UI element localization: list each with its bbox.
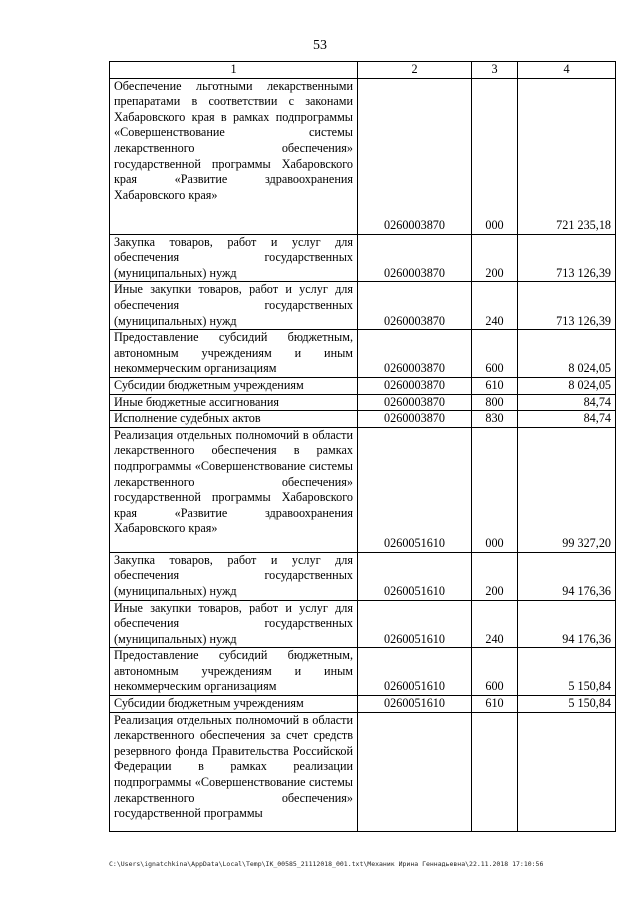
row-kind: 600 (472, 648, 518, 696)
row-sum: 5 150,84 (518, 696, 616, 713)
row-kind: 610 (472, 696, 518, 713)
table-row (110, 552, 616, 600)
table-row (110, 78, 616, 234)
row-name: Реализация отдельных полномочий в области лекарственного обеспечения за счет средств резервного фонда Правительства Российской Федерации в рамках реализации подпрограммы «Совершенствование системы лекарственного обеспечения» государственной программы (110, 712, 358, 831)
table-row (110, 377, 616, 394)
table-row (110, 600, 616, 648)
row-code: 0260051610 (358, 648, 472, 696)
row-code: 0260003870 (358, 234, 472, 282)
row-name: Реализация отдельных полномочий в области лекарственного обеспечения в рамках подпрограммы «Совершенствование системы лекарственного обеспечения» государственной программы Хабаровского края «Развитие здравоохранения Хабаровского края» (110, 427, 358, 552)
row-sum: 84,74 (518, 411, 616, 428)
row-code: 0260003870 (358, 394, 472, 411)
table-row (110, 427, 616, 552)
row-code: 0260051610 (358, 552, 472, 600)
table-row (110, 394, 616, 411)
row-name: Обеспечение льготными лекарственными препаратами в соответствии с законами Хабаровского края в рамках подпрограммы «Совершенствование системы лекарственного обеспечения» государственной программы Хабаровского края «Развитие здравоохранения Хабаровского края» (110, 78, 358, 234)
row-code: 0260003870 (358, 411, 472, 428)
row-kind: 000 (472, 78, 518, 234)
row-name: Исполнение судебных актов (110, 411, 358, 428)
row-code: 0260003870 (358, 282, 472, 330)
table-row (110, 712, 616, 831)
table-row (110, 648, 616, 696)
row-sum: 8 024,05 (518, 330, 616, 378)
table-row (110, 411, 616, 428)
header-col-1: 1 (110, 62, 358, 79)
row-code: 0260003870 (358, 78, 472, 234)
row-kind: 200 (472, 234, 518, 282)
table-row (110, 282, 616, 330)
row-kind: 600 (472, 330, 518, 378)
row-code: 0260051610 (358, 600, 472, 648)
header-col-3: 3 (472, 62, 518, 79)
row-sum: 94 176,36 (518, 600, 616, 648)
header-col-2: 2 (358, 62, 472, 79)
row-sum: 94 176,36 (518, 552, 616, 600)
row-code: 0260003870 (358, 377, 472, 394)
table-row (110, 696, 616, 713)
row-name: Иные бюджетные ассигнования (110, 394, 358, 411)
header-col-4: 4 (518, 62, 616, 79)
row-name: Предоставление субсидий бюджетным, автономным учреждениям и иным некоммерческим организациям (110, 330, 358, 378)
row-name: Иные закупки товаров, работ и услуг для обеспечения государственных (муниципальных) нужд (110, 282, 358, 330)
row-name: Субсидии бюджетным учреждениям (110, 696, 358, 713)
row-kind: 000 (472, 427, 518, 552)
row-code: 0260003870 (358, 330, 472, 378)
row-sum: 721 235,18 (518, 78, 616, 234)
row-code: 0260051610 (358, 427, 472, 552)
row-sum: 99 327,20 (518, 427, 616, 552)
row-name: Иные закупки товаров, работ и услуг для обеспечения государственных (муниципальных) нужд (110, 600, 358, 648)
row-name: Субсидии бюджетным учреждениям (110, 377, 358, 394)
row-kind: 800 (472, 394, 518, 411)
row-code: 0260051610 (358, 696, 472, 713)
row-kind: 200 (472, 552, 518, 600)
budget-table (109, 61, 616, 832)
table-row (110, 234, 616, 282)
row-kind: 830 (472, 411, 518, 428)
row-sum: 713 126,39 (518, 282, 616, 330)
page-number: 53 (313, 38, 327, 53)
table-row (110, 330, 616, 378)
row-sum (518, 712, 616, 831)
table-header-row (110, 62, 616, 79)
row-kind: 240 (472, 600, 518, 648)
row-name: Закупка товаров, работ и услуг для обеспечения государственных (муниципальных) нужд (110, 552, 358, 600)
footer-file-path: C:\Users\ignatchkina\AppData\Local\Temp\IK_00585_21112018_001.txt\Механик Ирина Геннадьевна\22.11.2018 17:10:56 (109, 860, 544, 868)
row-sum: 713 126,39 (518, 234, 616, 282)
row-kind: 240 (472, 282, 518, 330)
row-kind (472, 712, 518, 831)
row-sum: 84,74 (518, 394, 616, 411)
row-name: Закупка товаров, работ и услуг для обеспечения государственных (муниципальных) нужд (110, 234, 358, 282)
row-sum: 8 024,05 (518, 377, 616, 394)
row-kind: 610 (472, 377, 518, 394)
row-name: Предоставление субсидий бюджетным, автономным учреждениям и иным некоммерческим организациям (110, 648, 358, 696)
row-code (358, 712, 472, 831)
row-sum: 5 150,84 (518, 648, 616, 696)
